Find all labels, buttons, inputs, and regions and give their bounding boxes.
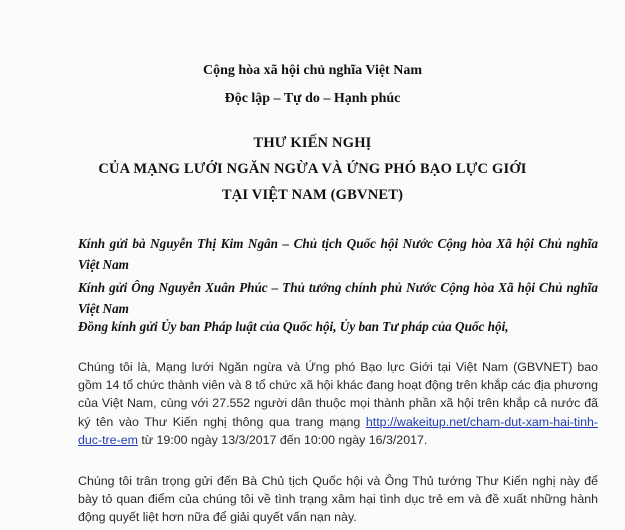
document-title: THƯ KIẾN NGHỊ <box>253 135 372 151</box>
paragraph-text-tail: từ 19:00 ngày 13/3/2017 đến 10:00 ngày 16/3/2017. <box>141 432 428 447</box>
nation-motto: Độc lập – Tự do – Hạnh phúc <box>224 91 401 106</box>
paragraph-text: Chúng tôi là, Mạng lưới Ngăn ngừa và Ứng phó Bạo lực Giới tại Việt Nam (GBVNET) bao gồm 14 tổ chức thành viên và 8 tổ chức xã hội khác đang hoạt động trên khắp các địa phương của Việt Nam, cùng với 27.552 người dân thuộc mọi thành phần xã hội trên khắp cả nước đã ký tên vào Thư Kiến nghị thông qua trang mạng <box>78 360 598 429</box>
addressee-prime-minister: Kính gửi Ông Nguyễn Xuân Phúc – Thủ tướng chính phủ Nước Cộng hòa Xã hội Chủ nghĩa Việt Nam <box>78 280 598 316</box>
document-title-line2: CỦA MẠNG LƯỚI NGĂN NGỪA VÀ ỨNG PHÓ BẠO LỰC GIỚI <box>98 161 527 177</box>
document-title-line3: TẠI VIỆT NAM (GBVNET) <box>221 187 404 203</box>
body-paragraph-1 <box>78 358 598 449</box>
addressee-chairwoman: Kính gửi bà Nguyễn Thị Kim Ngân – Chủ tịch Quốc hội Nước Cộng hòa Xã hội Chủ nghĩa Việt Nam <box>78 236 598 272</box>
nation-name: Cộng hòa xã hội chủ nghĩa Việt Nam <box>203 63 422 78</box>
petition-link[interactable]: http://wakeitup.net/cham-dut-xam-hai-tinh-duc-tre-em <box>78 414 598 447</box>
addressee-committees: Đồng kính gửi Ủy ban Pháp luật của Quốc hội, Ủy ban Tư pháp của Quốc hội, <box>78 319 509 334</box>
body-paragraph-2: Chúng tôi trân trọng gửi đến Bà Chủ tịch Quốc hội và Ông Thủ tướng Thư Kiến nghị này để bày tỏ quan điểm của chúng tôi về tình trạng xâm hại tình dục trẻ em và đề xuất những hành động quyết liệt hơn nữa để giải quyết vấn nạn này. <box>78 474 598 525</box>
